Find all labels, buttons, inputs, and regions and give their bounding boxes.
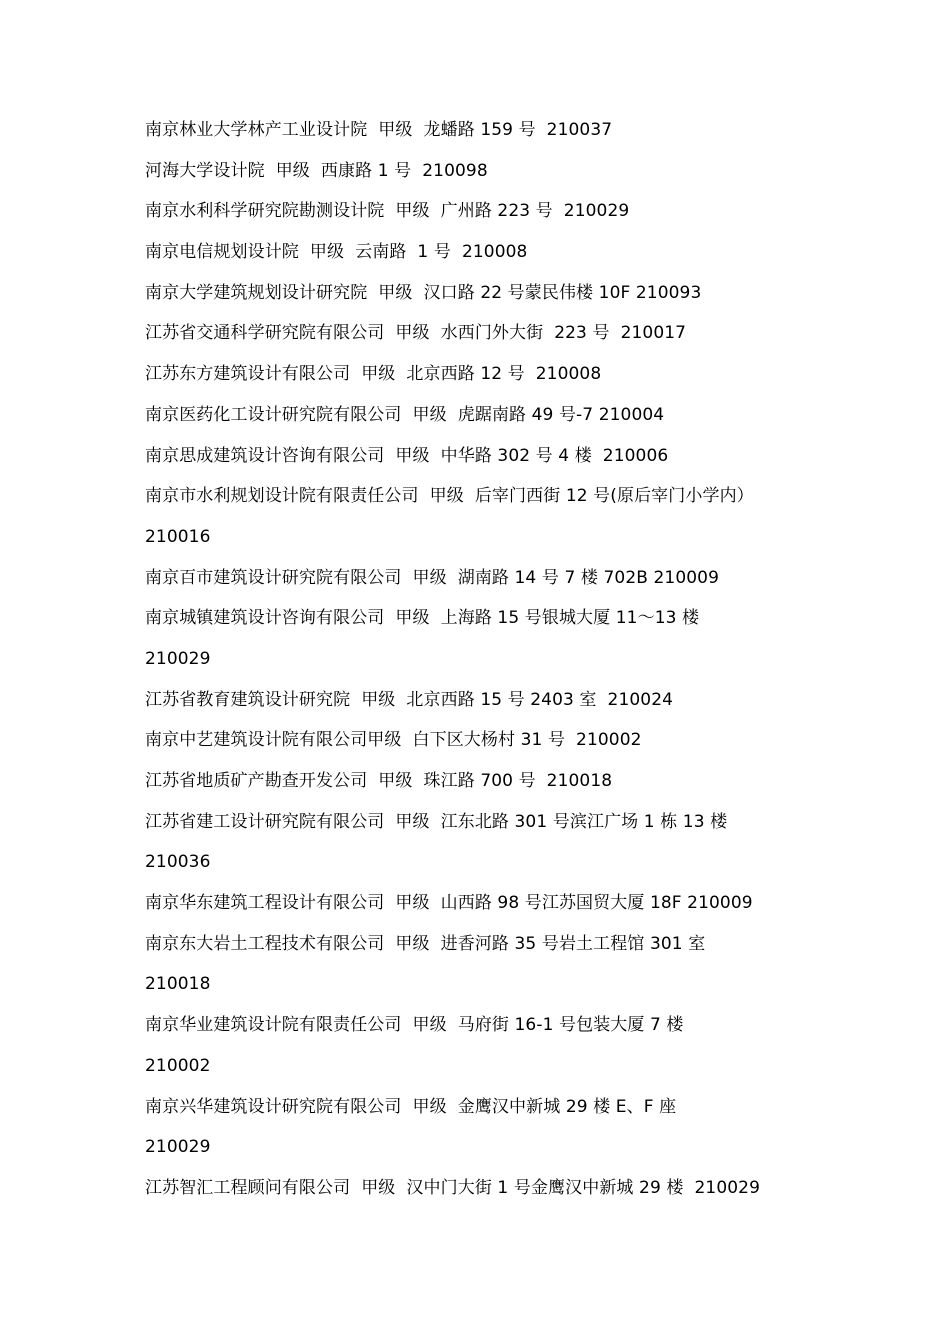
text-line: 南京思成建筑设计咨询有限公司 甲级 中华路 302 号 4 楼 210006 [145, 445, 669, 466]
text-line: 南京中艺建筑设计院有限公司甲级 白下区大杨村 31 号 210002 [145, 730, 642, 751]
text-line: 南京华东建筑工程设计有限公司 甲级 山西路 98 号江苏国贸大厦 18F 210009 [145, 893, 753, 914]
text-line: 210016 [145, 526, 211, 547]
text-line: 江苏省交通科学研究院有限公司 甲级 水西门外大街 223 号 210017 [145, 323, 687, 344]
text-line: 南京百市建筑设计研究院有限公司 甲级 湖南路 14 号 7 楼 702B 210009 [145, 567, 719, 588]
text-line: 南京市水利规划设计院有限责任公司 甲级 后宰门西街 12 号(原后宰门小学内） [145, 486, 754, 507]
text-line: 江苏智汇工程顾问有限公司 甲级 汉中门大街 1 号金鹰汉中新城 29 楼 210029 [145, 1177, 760, 1198]
text-line: 南京大学建筑规划设计研究院 甲级 汉口路 22 号蒙民伟楼 10F 210093 [145, 282, 702, 303]
text-line: 江苏东方建筑设计有限公司 甲级 北京西路 12 号 210008 [145, 364, 602, 385]
text-line: 江苏省教育建筑设计研究院 甲级 北京西路 15 号 2403 室 210024 [145, 689, 674, 710]
text-line: 南京城镇建筑设计咨询有限公司 甲级 上海路 15 号银城大厦 11～13 楼 [145, 608, 700, 629]
text-line: 210029 [145, 648, 211, 669]
text-line: 南京东大岩土工程技术有限公司 甲级 进香河路 35 号岩土工程馆 301 室 [145, 933, 706, 954]
text-line: 南京水利科学研究院勘测设计院 甲级 广州路 223 号 210029 [145, 201, 630, 222]
text-line: 210018 [145, 974, 211, 995]
text-line: 南京兴华建筑设计研究院有限公司 甲级 金鹰汉中新城 29 楼 E、F 座 [145, 1096, 677, 1117]
text-line: 南京医药化工设计研究院有限公司 甲级 虎踞南路 49 号-7 210004 [145, 404, 665, 425]
text-line: 南京华业建筑设计院有限责任公司 甲级 马府街 16-1 号包装大厦 7 楼 [145, 1015, 684, 1036]
text-line: 河海大学设计院 甲级 西康路 1 号 210098 [145, 160, 488, 181]
text-line: 210002 [145, 1055, 211, 1076]
text-line: 210036 [145, 852, 211, 873]
text-line: 南京林业大学林产工业设计院 甲级 龙蟠路 159 号 210037 [145, 120, 613, 140]
text-line: 江苏省地质矿产勘查开发公司 甲级 珠江路 700 号 210018 [145, 771, 613, 791]
text-line: 江苏省建工设计研究院有限公司 甲级 江东北路 301 号滨江广场 1 栋 13 楼 [145, 811, 728, 832]
text-block [145, 116, 845, 1215]
text-line: 南京电信规划设计院 甲级 云南路 1 号 210008 [145, 242, 528, 263]
text-line: 210029 [145, 1137, 211, 1158]
